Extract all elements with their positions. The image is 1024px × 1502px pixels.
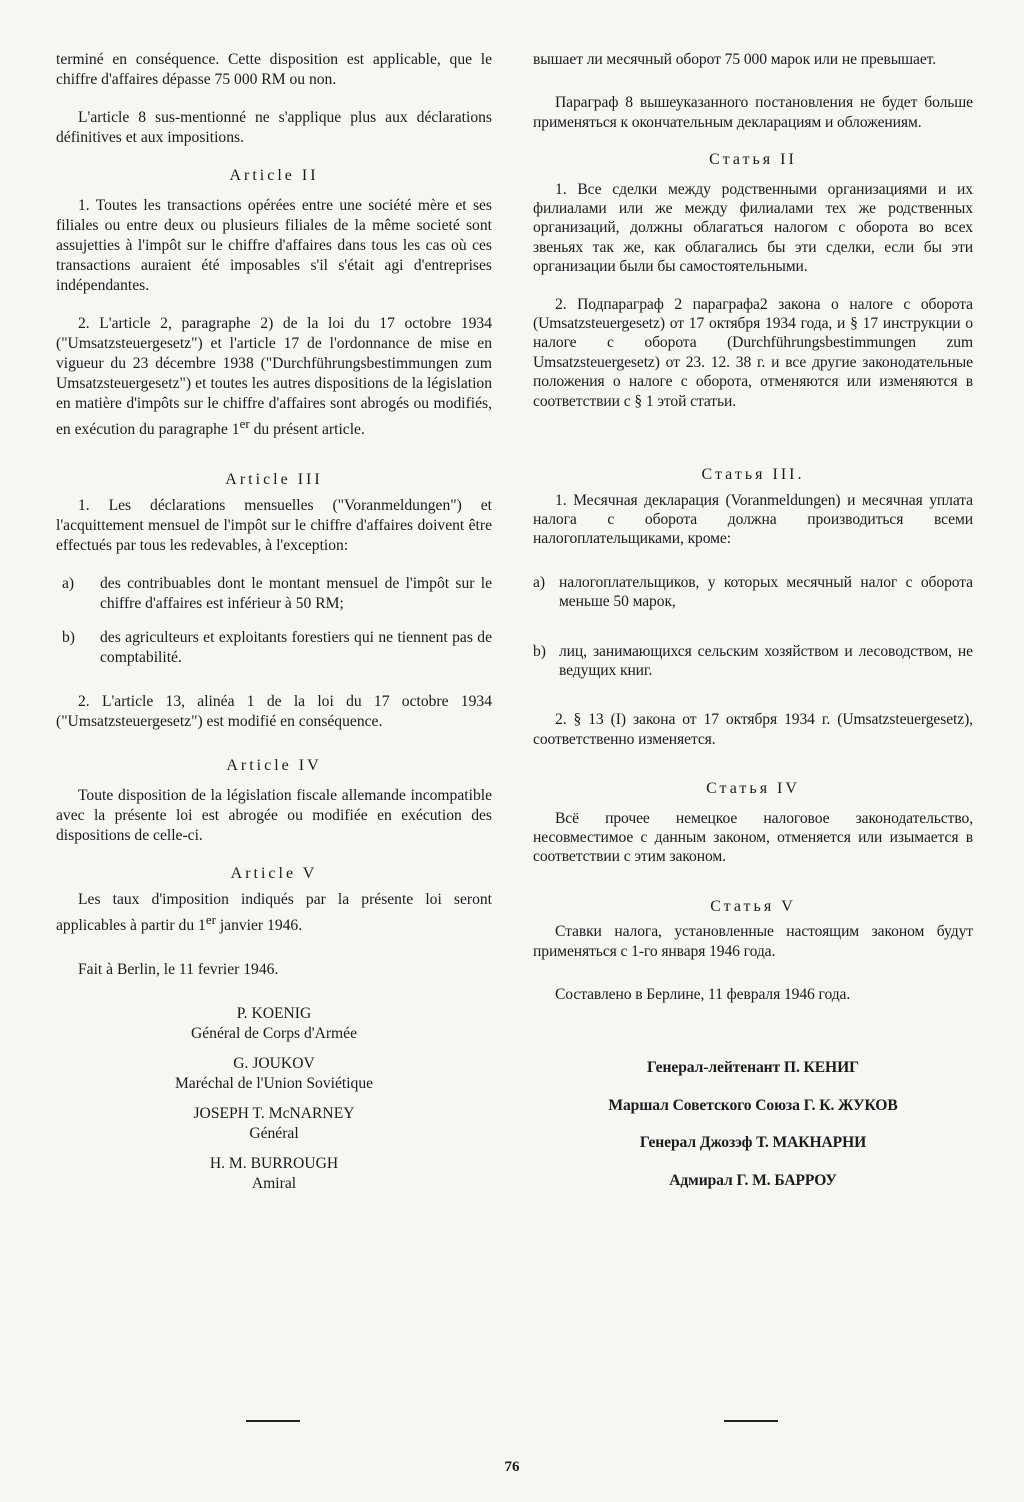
fr-intro: terminé en conséquence. Cette disposition est applicable, que le chiffre d'affaires dépasse 75 000 RM ou non. xyxy=(56,51,492,88)
fr-signature-2-name: G. JOUKOV xyxy=(233,1055,315,1073)
fr-article-4-title: Article IV xyxy=(226,757,322,775)
fr-article-3-paragraph-2: 2. L'article 13, alinéa 1 de la loi du 17 octobre 1934 ("Umsatzsteuergesetz") est modifié en conséquence. xyxy=(56,693,492,731)
ru-closing-rule xyxy=(724,1420,778,1422)
ru-article-5-paragraph: Ставки налога, установленные настоящим законом будут применяться с 1-го января 1946 года. xyxy=(533,923,973,960)
fr-art2-p2-end: du présent article. xyxy=(249,421,365,439)
fr-article-3-item-b xyxy=(56,628,492,668)
fr-item-a-label: a) xyxy=(62,575,75,593)
fr-done-at: Fait à Berlin, le 11 fevrier 1946. xyxy=(78,961,279,979)
ru-article-2-title: Статья II xyxy=(709,151,797,169)
fr-article-4-paragraph: Toute disposition de la législation fiscale allemande incompatible avec la présente loi est abrogée ou modifiée en exécution des dispositions de celle-ci. xyxy=(56,787,492,845)
fr-article-2-paragraph-2 xyxy=(56,314,492,440)
fr-signature-4-role: Amiral xyxy=(251,1175,297,1193)
fr-art5-sup: er xyxy=(205,912,216,928)
fr-signature-3-role: Général xyxy=(249,1125,299,1143)
ru-article-3-item-b xyxy=(533,642,973,681)
fr-signature-3 xyxy=(56,1104,492,1144)
french-column xyxy=(56,50,492,1194)
fr-signature-2 xyxy=(56,1054,492,1094)
ru-signature-2: Маршал Советского Союза Г. К. ЖУКОВ xyxy=(608,1096,898,1114)
fr-signature-1 xyxy=(56,1004,492,1044)
fr-article-5-paragraph xyxy=(56,890,492,936)
fr-signature-2-role: Maréchal de l'Union Soviétique xyxy=(174,1075,374,1093)
ru-signature-3: Генерал Джозэф Т. МАКНАРНИ xyxy=(639,1134,867,1152)
ru-intro: вышает ли месячный оборот 75 000 марок или не превышает. xyxy=(533,51,936,68)
fr-article-2-paragraph-1: 1. Toutes les transactions opérées entre une société mère et ses filiales ou entre deux ou plusieurs filiales de la même societé sont assujetties à l'impôt sur le chiffre d'affaires dans tous les cas où ces transactions auraient été imposables s'il s'était agi d'entreprises indépendantes. xyxy=(56,197,492,294)
fr-art2-p2-sup: er xyxy=(239,416,250,431)
ru-signature-1: Генерал-лейтенант П. КЕНИГ xyxy=(647,1059,859,1077)
fr-article-5-title: Article V xyxy=(230,865,318,883)
fr-signature-1-name: P. KOENIG xyxy=(236,1005,312,1023)
fr-article-3-item-a xyxy=(56,574,492,614)
ru-item-a-text: налогоплательщиков, у которых месячный налог с оборота меньше 50 марок, xyxy=(559,573,973,611)
ru-done-at: Составлено в Берлине, 11 февраля 1946 года. xyxy=(555,986,851,1003)
ru-item-a-label: a) xyxy=(533,573,545,591)
page-number: 76 xyxy=(504,1459,520,1475)
ru-item-b-text: лиц, занимающихся сельским хозяйством и лесоводством, не ведущих книг. xyxy=(559,642,973,679)
fr-art5-text: Les taux d'imposition indiqués par la présente loi seront applicables à partir du 1 xyxy=(56,891,492,935)
fr-article-3-title: Article III xyxy=(225,471,323,489)
fr-signature-4-name: H. M. BURROUGH xyxy=(209,1155,339,1173)
fr-item-a-text: des contribuables dont le montant mensuel de l'impôt sur le chiffre d'affaires est inférieur à 50 RM; xyxy=(100,575,492,613)
ru-article-3-title: Статья III. xyxy=(701,466,805,484)
ru-article-4-paragraph: Всё прочее немецкое налоговое законодательство, несовместимое с данным законом, отменяется или изымается в соответствии с этим законом. xyxy=(533,809,973,866)
ru-item-b-label: b) xyxy=(533,642,546,660)
fr-closing-rule xyxy=(246,1420,300,1422)
ru-art8-note: Параграф 8 вышеуказанного постановления не будет больше применяться к окончательным декларациям и обложениям. xyxy=(533,94,973,131)
fr-art2-p2-text: 2. L'article 2, paragraphe 2) de la loi du 17 octobre 1934 ("Umsatzsteuergesetz") et l'article 17 de l'ordonnance de mise en vigueur du 23 décembre 1938 ("Durchführungsbestimmungen zum Umsatzsteuergesetz") et toutes les autres dispositions de la législation en matière d'impôts sur le chiffre d'affaires sont abrogés ou modifiés, en exécution du paragraphe 1 xyxy=(56,315,492,439)
ru-article-3-item-a xyxy=(533,573,973,612)
ru-signature-4: Адмирал Г. М. БАРРОУ xyxy=(669,1171,837,1189)
fr-signature-1-role: Général de Corps d'Armée xyxy=(190,1025,358,1043)
fr-art5-end: janvier 1946. xyxy=(215,917,303,935)
ru-article-5-title: Статья V xyxy=(710,897,796,915)
fr-item-b-label: b) xyxy=(62,629,75,647)
ru-article-3-paragraph-1: 1. Месячная декларация (Voranmeldungen) и месячная уплата налога с оборота должна производиться всеми налогоплательщиками, кроме: xyxy=(533,491,973,548)
ru-article-2-paragraph-2: 2. Подпараграф 2 параграфа2 закона о налоге с оборота (Umsatzsteuergesetz) от 17 октября 1934 года, и § 17 инструкции о налоге с оборота (Durchführungsbestimmungen zum Umsatzsteuergesetz) от 23. 12. 38 г. и все другие законодательные положения о налоге с оборота, отменяются или изменяются в соответствии с § 1 этой статьи. xyxy=(533,295,973,410)
fr-item-b-text: des agriculteurs et exploitants forestiers qui ne tiennent pas de comptabilité. xyxy=(100,629,492,667)
fr-signature-3-name: JOSEPH T. McNARNEY xyxy=(193,1105,355,1123)
ru-article-4-title: Статья IV xyxy=(706,780,800,798)
russian-column xyxy=(533,50,973,1190)
fr-signature-4 xyxy=(56,1154,492,1194)
fr-article-3-paragraph-1: 1. Les déclarations mensuelles ("Voranmeldungen") et l'acquittement mensuel de l'impôt sur le chiffre d'affaires doivent être effectués par tous les redevables, à l'exception: xyxy=(56,497,492,555)
fr-art8-note: L'article 8 sus-mentionné ne s'applique plus aux déclarations définitives et aux impositions. xyxy=(56,109,492,146)
ru-article-2-paragraph-1: 1. Все сделки между родственными организациями и их филиалами или же между филиалами тех же родственных организаций, должны облагаться налогом с оборота во всех звеньях так же, как облагались бы эти сделки, если бы эти организации были бы самостоятельными. xyxy=(533,180,973,276)
ru-article-3-paragraph-2: 2. § 13 (I) закона от 17 октября 1934 г. (Umsatzsteuergesetz), соответственно изменяется. xyxy=(533,711,973,748)
fr-article-2-title: Article II xyxy=(229,167,319,184)
